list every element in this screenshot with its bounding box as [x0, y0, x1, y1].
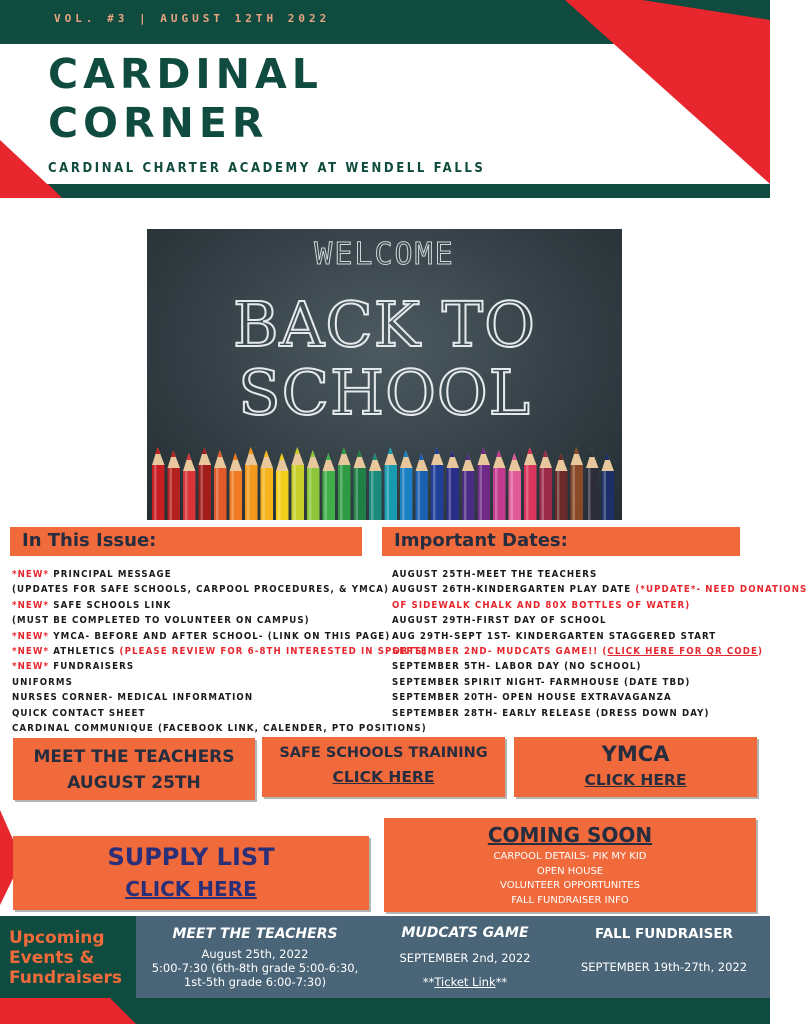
date-item: AUG 29TH-SEPT 1ST- KINDERGARTEN STAGGERED START: [392, 630, 717, 642]
pencil: [462, 453, 475, 520]
date-item: SEPTEMBER 28TH- EARLY RELEASE (DRESS DOWN DAY): [392, 707, 710, 719]
date-item: SEPTEMBER 2ND- MUDCATS GAME!! (CLICK HERE FOR QR CODE): [392, 646, 764, 658]
pencil: [555, 453, 568, 520]
new-tag: *NEW*: [12, 599, 50, 611]
back-to-school-banner: [147, 229, 622, 520]
issue-item: *NEW* FUNDRAISERS: [12, 661, 135, 673]
issue-item: UNIFORMS: [12, 676, 73, 688]
pencil: [416, 453, 429, 520]
ticket-link[interactable]: Ticket Link: [434, 975, 496, 989]
volume-info: VOL. #3 | AUGUST 12TH 2022: [54, 12, 331, 25]
date-item: AUGUST 25TH-MEET THE TEACHERS: [392, 569, 598, 580]
ymca-box: [514, 737, 757, 797]
date-item: SEPTEMBER 5TH- LABOR DAY (NO SCHOOL): [392, 661, 642, 673]
bottom-bar-accent: [0, 998, 140, 1024]
pencil: [385, 447, 398, 520]
pencil: [509, 453, 522, 520]
pencil: [369, 453, 382, 520]
event-title: FALL FUNDRAISER: [595, 926, 733, 942]
issue-item: *NEW* PRINCIPAL MESSAGE: [12, 569, 172, 580]
pencil: [214, 450, 227, 520]
colored-pencils-image: [147, 439, 622, 520]
date-item: AUGUST 26TH-KINDERGARTEN PLAY DATE (*UPDATE*- NEED DONATIONS: [392, 584, 807, 596]
in-this-issue-list: [12, 567, 428, 736]
important-dates-heading: Important Dates:: [382, 527, 740, 556]
pencil: [586, 450, 599, 520]
issue-item: *NEW* SAFE SCHOOLS LINK: [12, 599, 172, 611]
date-item: OF SIDEWALK CHALK AND 80X BOTTLES OF WATER): [392, 599, 691, 611]
coming-soon-item: OPEN HOUSE: [536, 865, 604, 877]
event-mudcats: MUDCATS GAME SEPTEMBER 2nd, 2022 **Ticket Link**: [380, 925, 550, 989]
pencil: [431, 447, 444, 520]
issue-item: (UPDATES FOR SAFE SCHOOLS, CARPOOL PROCEDURES, & YMCA): [12, 584, 390, 596]
pencil: [323, 453, 336, 520]
pencil: [493, 450, 506, 520]
pencil: [478, 447, 491, 520]
event-title: MEET THE TEACHERS: [172, 926, 338, 942]
coming-soon-list: [384, 850, 756, 908]
qr-code-link[interactable]: CLICK HERE FOR QR CODE: [607, 646, 758, 658]
event-title: MUDCATS GAME: [401, 925, 529, 941]
event-fall-fundraiser: FALL FUNDRAISER SEPTEMBER 19th-27th, 2022: [566, 926, 762, 974]
issue-item: CARDINAL COMMUNIQUE (FACEBOOK LINK, CALENDER, PTO POSITIONS): [12, 723, 427, 735]
back-to-school-text: [147, 288, 622, 429]
school-name: CARDINAL CHARTER ACADEMY AT WENDELL FALLS: [48, 161, 486, 176]
issue-item: NURSES CORNER- MEDICAL INFORMATION: [12, 692, 254, 704]
ymca-link[interactable]: CLICK HERE: [584, 771, 687, 789]
safe-schools-link[interactable]: CLICK HERE: [332, 768, 435, 786]
pencil: [183, 453, 196, 520]
pencil: [152, 447, 165, 520]
pencil: [354, 450, 367, 520]
meet-the-teachers-box: [13, 738, 255, 800]
coming-soon-item: VOLUNTEER OPPORTUNITES: [500, 880, 640, 891]
pencil: [571, 447, 584, 520]
upcoming-events-label: Upcoming Events & Fundraisers: [9, 928, 122, 988]
event-meet-teachers: MEET THE TEACHERS August 25th, 2022 5:00-7:30 (6th-8th grade 5:00-6:30, 1st-5th grade 6:00-7:30): [140, 926, 370, 989]
date-item: AUGUST 29TH-FIRST DAY OF SCHOOL: [392, 615, 607, 627]
pencil: [230, 453, 243, 520]
safe-schools-title: SAFE SCHOOLS TRAINING: [279, 745, 488, 761]
coming-soon-item: FALL FUNDRAISER INFO: [511, 894, 629, 906]
welcome-text: WELCOME: [314, 237, 455, 272]
pencil: [292, 447, 305, 520]
hero-line-2: SCHOOL: [238, 356, 531, 429]
pencil: [199, 447, 212, 520]
date-item: SEPTEMBER 20TH- OPEN HOUSE EXTRAVAGANZA: [392, 692, 672, 704]
header-band: [0, 184, 770, 198]
pencil: [447, 450, 460, 520]
supply-list-box: [13, 836, 369, 910]
page-title: [48, 50, 323, 148]
meet-teachers-date: AUGUST 25TH: [67, 773, 201, 793]
pencil: [307, 450, 320, 520]
coming-soon-item: CARPOOL DETAILS- PIK MY KID: [493, 851, 647, 862]
issue-item: QUICK CONTACT SHEET: [12, 707, 146, 719]
date-item: SEPTEMBER SPIRIT NIGHT- FARMHOUSE (DATE TBD): [392, 676, 691, 688]
new-tag: *NEW*: [12, 646, 50, 658]
safe-schools-box: [262, 737, 505, 797]
coming-soon-box: [384, 818, 756, 912]
new-tag: *NEW*: [12, 630, 50, 642]
pencil: [276, 453, 289, 520]
pencil: [524, 447, 537, 520]
pencil: [261, 450, 274, 520]
meet-teachers-title: MEET THE TEACHERS: [33, 747, 235, 767]
new-tag: *NEW*: [12, 569, 50, 580]
coming-soon-title: COMING SOON: [487, 823, 653, 847]
donation-note: (*UPDATE*- NEED DONATIONS: [635, 584, 807, 596]
pencil: [338, 447, 351, 520]
title-line-2: CORNER: [48, 99, 269, 147]
pencil: [540, 450, 553, 520]
pencil: [245, 447, 258, 520]
supply-list-link[interactable]: CLICK HERE: [125, 877, 257, 901]
header-band-accent: [0, 184, 90, 200]
title-line-1: CARDINAL: [48, 50, 323, 98]
hero-line-1: BACK TO: [233, 288, 536, 361]
issue-item: *NEW* YMCA- BEFORE AND AFTER SCHOOL- (LINK ON THIS PAGE): [12, 630, 391, 642]
new-tag: *NEW*: [12, 661, 50, 673]
issue-item: *NEW* ATHLETICS (PLEASE REVIEW FOR 6-8TH INTERESTED IN SPORTS): [12, 646, 428, 658]
important-dates-list: [392, 567, 807, 721]
ymca-title: YMCA: [601, 742, 670, 766]
supply-list-title: SUPPLY LIST: [107, 843, 275, 871]
issue-item: (MUST BE COMPLETED TO VOLUNTEER ON CAMPUS): [12, 615, 310, 627]
sports-note: (PLEASE REVIEW FOR 6-8TH INTERESTED IN SPORTS): [119, 646, 428, 658]
in-this-issue-heading: In This Issue:: [10, 527, 362, 556]
pencil: [168, 450, 181, 520]
pencil: [400, 450, 413, 520]
pencil: [602, 453, 615, 520]
